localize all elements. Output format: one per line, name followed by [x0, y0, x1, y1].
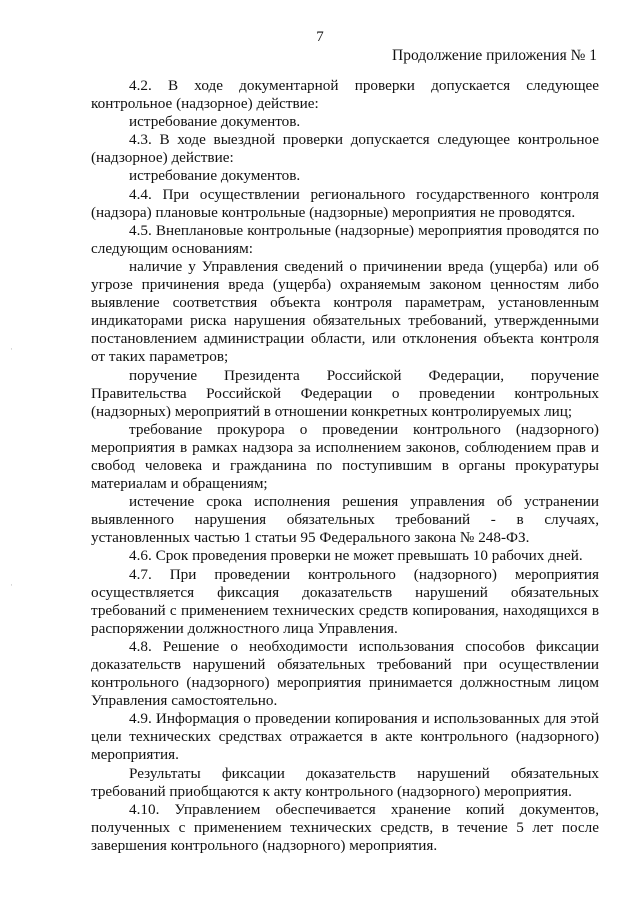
paragraph-4-4: 4.4. При осуществлении регионального государственного контроля (надзора) плановые контрольные (надзорные) мероприятия не проводятся.: [91, 185, 599, 221]
paragraph-4-8: 4.8. Решение о необходимости использования способов фиксации доказательств нарушений обязательных требований при осуществлении контрольного (надзорного) мероприятия принимается должностным лицом Управления самостоятельно.: [91, 637, 599, 710]
paragraph-4-10: 4.10. Управлением обеспечивается хранение копий документов, полученных с применением технических средств, в течение 5 лет после завершения контрольного (надзорного) мероприятия.: [91, 800, 599, 854]
paragraph-4-9: 4.9. Информация о проведении копирования и использованных для этой цели технических средствах отражается в акте контрольного (надзорного) мероприятия.: [91, 710, 599, 764]
paragraph-4-3-item: истребование документов.: [129, 167, 301, 185]
appendix-continuation-note: Продолжение приложения № 1: [392, 47, 597, 64]
scan-margin-mark: ·: [10, 580, 13, 590]
paragraph-4-9-results: Результаты фиксации доказательств нарушений обязательных требований приобщаются к акту контрольного (надзорного) мероприятия.: [91, 764, 599, 800]
paragraph-4-7: 4.7. При проведении контрольного (надзорного) мероприятия осуществляется фиксация доказательств нарушений обязательных требований с применением технических средств копирования, находящихся в распоряжении должностного лица Управления.: [91, 565, 599, 637]
scan-margin-mark: ·: [10, 344, 13, 354]
paragraph-4-2: 4.2. В ходе документарной проверки допускается следующее контрольное (надзорное) действие:: [91, 77, 599, 113]
document-body: [91, 77, 599, 855]
paragraph-4-5-ground-4: истечение срока исполнения решения управления об устранении выявленного нарушения обязательных требований - в случаях, установленных частью 1 статьи 95 Федерального закона № 248-ФЗ.: [91, 493, 599, 547]
paragraph-4-5-ground-2: поручение Президента Российской Федерации, поручение Правительства Российской Федерации о проведении контрольных (надзорных) мероприятий в отношении конкретных контролируемых лиц;: [91, 366, 599, 420]
paragraph-4-5-ground-3: требование прокурора о проведении контрольного (надзорного) мероприятия в рамках надзора за исполнением законов, соблюдением прав и свобод человека и гражданина по поступившим в органы прокуратуры материалам и обращениям;: [91, 420, 599, 493]
paragraph-4-3: 4.3. В ходе выездной проверки допускается следующее контрольное (надзорное) действие:: [91, 131, 599, 167]
paragraph-4-5: 4.5. Внеплановые контрольные (надзорные) мероприятия проводятся по следующим основаниям:: [91, 221, 599, 257]
paragraph-4-2-item: истребование документов.: [129, 113, 301, 131]
paragraph-4-5-ground-1: наличие у Управления сведений о причинении вреда (ущерба) или об угрозе причинения вреда (ущерба) охраняемым законом ценностям либо выявление соответствия объекта контроля параметрам, установленным индикаторами риска нарушения обязательных требований, утвержденными постановлением администрации области, или отклонения объекта контроля от таких параметров;: [91, 257, 599, 366]
paragraph-4-6: 4.6. Срок проведения проверки не может превышать 10 рабочих дней.: [129, 547, 583, 565]
page-number: 7: [316, 29, 324, 45]
